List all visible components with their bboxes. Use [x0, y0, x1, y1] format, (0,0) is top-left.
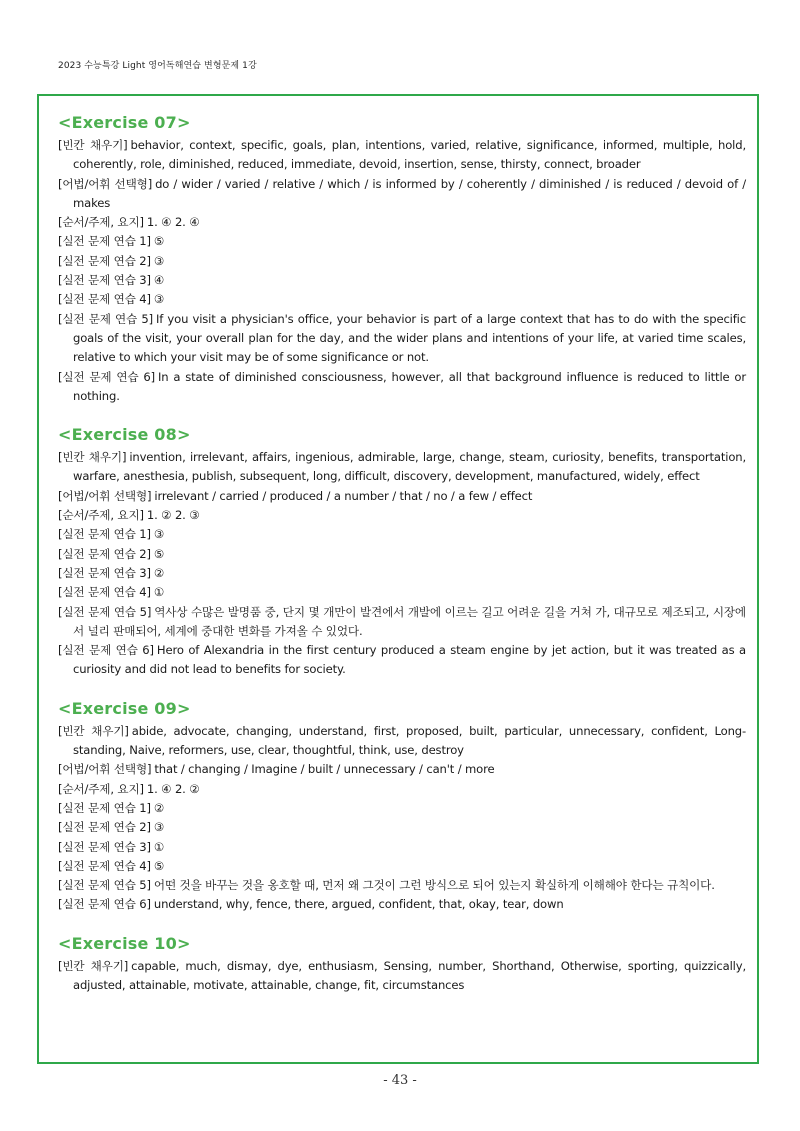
answer-text: ④ [153, 273, 165, 288]
answer-type-label: [실전 문제 연습 4] [58, 858, 151, 873]
answer-text: ③ [153, 253, 165, 268]
answer-text: Hero of Alexandria in the first century produced a steam engine by jet action, but it was treated as a curiosity and did not lead to benefits for society. [73, 643, 746, 677]
answer-type-label: [순서/주제, 요지] [58, 508, 144, 523]
answer-line [58, 895, 746, 914]
answer-text: ③ [153, 527, 165, 542]
answer-type-label: [어법/어휘 선택형] [58, 176, 153, 191]
answer-text: ③ [153, 820, 165, 835]
answer-line [58, 780, 746, 799]
answer-text: abide, advocate, changing, understand, first, proposed, built, particular, unnecessary, confident, Long-standing, Naive, reformers, use, clear, thoughtful, think, use, destroy [73, 723, 747, 758]
answer-text: ② [153, 800, 165, 815]
answer-type-label: [실전 문제 연습 5] [58, 311, 153, 326]
answer-text: ① [153, 839, 165, 854]
answer-type-label: [실전 문제 연습 1] [58, 234, 151, 249]
answer-type-label: [어법/어휘 선택형] [58, 762, 152, 777]
answer-line [58, 818, 746, 837]
answer-line [58, 290, 746, 309]
answer-text: ② [153, 565, 165, 580]
exercise-title: <Exercise 07> [58, 113, 191, 132]
answer-type-label: [실전 문제 연습 4] [58, 292, 151, 307]
answer-line [58, 641, 746, 680]
exercise-title: <Exercise 09> [58, 698, 191, 718]
answer-line [58, 838, 746, 857]
answer-line [58, 876, 746, 895]
answer-line [58, 136, 746, 175]
answer-text: that / changing / Imagine / built / unnecessary / can't / more [154, 762, 495, 777]
answer-type-label: [실전 문제 연습 2] [58, 820, 151, 835]
answer-type-label: [순서/주제, 요지] [58, 781, 144, 796]
answer-type-label: [실전 문제 연습 6] [58, 897, 151, 912]
answer-text: ⑤ [153, 546, 165, 561]
answer-line [58, 722, 746, 761]
answer-type-label: [실전 문제 연습 3] [58, 839, 151, 854]
answer-type-label: [실전 문제 연습 2] [58, 253, 151, 268]
answer-text: understand, why, fence, there, argued, confident, that, okay, tear, down [153, 897, 564, 912]
answer-line [58, 957, 746, 996]
exercise-title: <Exercise 08> [58, 425, 191, 445]
answer-text: 역사상 수많은 발명품 중, 단지 몇 개만이 발견에서 개발에 이르는 길고 어려운 길을 거쳐 가, 대규모로 제조되고, 시장에서 널리 판매되어, 세계에 중대한 변화를 가져올 수 있었다. [73, 604, 746, 638]
answer-line [58, 799, 746, 818]
answer-text: 어떤 것을 바꾸는 것을 옹호할 때, 먼저 왜 그것이 그런 방식으로 되어 있는지 확실하게 이해해야 한다는 규칙이다. [153, 878, 715, 893]
answer-line [58, 213, 746, 232]
answer-text: If you visit a physician's office, your behavior is part of a large context that has to do with the specific goals of the visit, your overall plan for the day, and the wider plans and intentions of your life, at varied time scales, relative to which your visit may be of some significance or not. [73, 311, 746, 365]
answer-line [58, 583, 746, 602]
answer-line [58, 310, 746, 368]
answer-type-label: [순서/주제, 요지] [58, 215, 144, 230]
answer-text: do / wider / varied / relative / which / is informed by / coherently / diminished / is reduced / devoid of / makes [73, 176, 746, 210]
answer-text: capable, much, dismay, dye, enthusiasm, Sensing, number, Shorthand, Otherwise, sporting, quizzically, adjusted, attainable, motivate, attainable, change, fit, circumstances [73, 958, 747, 992]
answer-type-label: [실전 문제 연습 3] [58, 273, 151, 288]
exercise-section [58, 422, 746, 680]
answer-text: 1. ④ 2. ④ [146, 215, 200, 230]
answer-line [58, 175, 746, 214]
answer-type-label: [실전 문제 연습 1] [58, 527, 151, 542]
answer-text: irrelevant / carried / produced / a number / that / no / a few / effect [154, 488, 533, 503]
answer-line [58, 448, 746, 487]
answer-content [58, 110, 746, 1011]
answer-line [58, 252, 746, 271]
answer-type-label: [실전 문제 연습 5] [58, 878, 151, 893]
exercise-section [58, 110, 746, 406]
answer-line [58, 545, 746, 564]
answer-line [58, 232, 746, 251]
answer-type-label: [실전 문제 연습 2] [58, 546, 151, 561]
exercise-section [58, 696, 746, 915]
answer-text: ① [153, 585, 165, 600]
answer-type-label: [빈칸 채우기] [58, 958, 129, 973]
answer-text: behavior, context, specific, goals, plan, intentions, varied, relative, significance, informed, multiple, hold, coherently, role, diminished, reduced, immediate, devoid, insertion, sense, thirsty, connect, broader [73, 138, 746, 172]
answer-text: ③ [153, 292, 165, 307]
answer-text: 1. ④ 2. ② [146, 781, 200, 796]
answer-type-label: [실전 문제 연습 3] [58, 565, 151, 580]
answer-line [58, 857, 746, 876]
answer-line [58, 506, 746, 525]
answer-line [58, 487, 746, 506]
exercise-section [58, 931, 746, 996]
exercise-title: <Exercise 10> [58, 933, 191, 953]
answer-type-label: [실전 문제 연습 4] [58, 585, 151, 600]
answer-text: 1. ② 2. ③ [146, 508, 200, 523]
answer-line [58, 271, 746, 290]
answer-line [58, 603, 746, 642]
answer-text: invention, irrelevant, affairs, ingenious, admirable, large, change, steam, curiosity, benefits, transportation, warfare, anesthesia, publish, subsequent, long, difficult, discovery, development, manufactured, widely, effect [73, 450, 747, 484]
answer-type-label: [실전 문제 연습 1] [58, 800, 151, 815]
running-header: 2023 수능특강 Light 영어독해연습 변형문제 1강 [58, 61, 257, 71]
answer-line [58, 368, 746, 407]
answer-text: ⑤ [153, 234, 165, 249]
answer-type-label: [빈칸 채우기] [58, 138, 128, 152]
answer-line [58, 525, 746, 544]
answer-type-label: [빈칸 채우기] [58, 723, 129, 738]
answer-text: In a state of diminished consciousness, however, all that background influence is reduced to little or nothing. [73, 369, 746, 403]
answer-line [58, 564, 746, 583]
answer-type-label: [실전 문제 연습 6] [58, 369, 155, 384]
answer-line [58, 760, 746, 779]
page-number: - 43 - [383, 1073, 417, 1088]
answer-type-label: [어법/어휘 선택형] [58, 488, 152, 503]
answer-text: ⑤ [153, 858, 165, 873]
answer-type-label: [빈칸 채우기] [58, 450, 127, 465]
answer-type-label: [실전 문제 연습 6] [58, 643, 154, 658]
answer-type-label: [실전 문제 연습 5] [58, 604, 152, 619]
